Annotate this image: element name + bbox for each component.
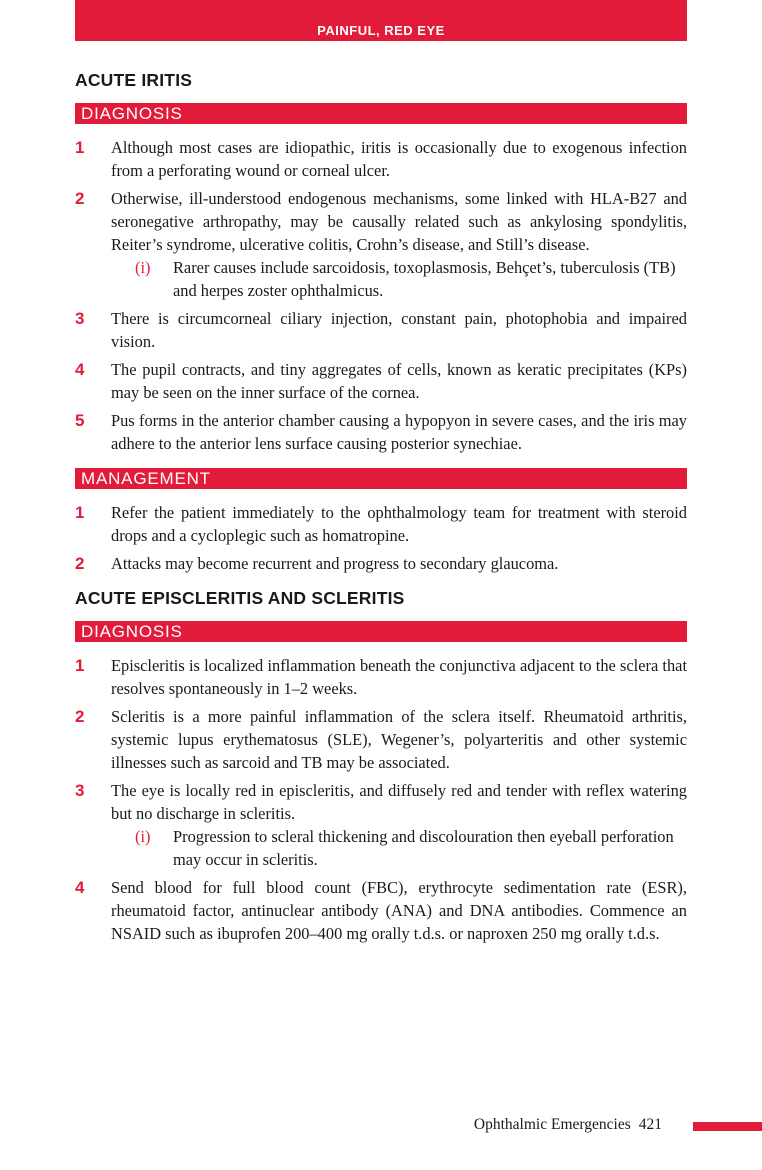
sub-item-number: (i) [135, 827, 151, 846]
list-item [75, 705, 687, 774]
item-text: The pupil contracts, and tiny aggregates of cells, known as keratic precipitates (KPs) may be seen on the inner surface of the cornea. [111, 360, 687, 402]
item-text: Pus forms in the anterior chamber causing a hypopyon in severe cases, and the iris may adhere to the anterior lens surface causing posterior synechiae. [111, 411, 687, 453]
item-text: Attacks may become recurrent and progress to secondary glaucoma. [111, 554, 559, 573]
sub-item [111, 256, 687, 302]
episcleritis-diagnosis-list [75, 654, 687, 945]
item-text: Episcleritis is localized inflammation beneath the conjunctiva adjacent to the sclera that resolves spontaneously in 1–2 weeks. [111, 656, 687, 698]
item-text: Refer the patient immediately to the ophthalmology team for treatment with steroid drops and a cycloplegic such as homatropine. [111, 503, 687, 545]
sub-item-text: Rarer causes include sarcoidosis, toxoplasmosis, Behçet’s, tuberculosis (TB) and herpes zoster ophthalmicus. [173, 258, 676, 300]
iritis-diagnosis-list [75, 136, 687, 455]
item-number: 1 [75, 138, 85, 157]
item-number: 2 [75, 189, 85, 208]
subsection-bar-iritis-diagnosis: DIAGNOSIS [75, 103, 687, 124]
footer-accent-bar [693, 1122, 762, 1131]
item-text: Although most cases are idiopathic, iritis is occasionally due to exogenous infection from a perforating wound or corneal ulcer. [111, 138, 687, 180]
list-item [75, 307, 687, 353]
page-number: 421 [638, 1116, 662, 1133]
footer-text [474, 1116, 662, 1134]
item-text: Scleritis is a more painful inflammation of the sclera itself. Rheumatoid arthritis, systemic lupus erythematosus (SLE), Wegener’s, polyarteritis and other systemic illnesses such as sarcoid and TB may be associated. [111, 707, 687, 772]
list-item [75, 358, 687, 404]
running-header-banner [75, 0, 687, 41]
item-number: 5 [75, 411, 85, 430]
item-number: 3 [75, 309, 85, 328]
page-footer [0, 1116, 762, 1138]
sub-item-text: Progression to scleral thickening and discolouration then eyeball perforation may occur in scleritis. [173, 827, 674, 869]
list-item [75, 409, 687, 455]
list-item [75, 552, 687, 575]
sub-item [111, 825, 687, 871]
item-text: Send blood for full blood count (FBC), erythrocyte sedimentation rate (ESR), rheumatoid factor, antinuclear antibody (ANA) and DNA antibodies. Commence an NSAID such as ibuprofen 200–400 mg orally t.d.s. or naproxen 250 mg orally t.d.s. [111, 878, 687, 943]
item-number: 1 [75, 656, 85, 675]
section-title-acute-iritis: ACUTE IRITIS [75, 70, 193, 90]
footer-chapter-title: Ophthalmic Emergencies [473, 1116, 631, 1133]
item-number: 3 [75, 781, 85, 800]
item-number: 2 [75, 707, 85, 726]
subsection-bar-iritis-management: MANAGEMENT [75, 468, 687, 489]
running-header-title: PAINFUL, RED EYE [317, 23, 445, 38]
iritis-management-list [75, 501, 687, 575]
item-text: Otherwise, ill-understood endogenous mechanisms, some linked with HLA-B27 and seronegative arthropathy, may be causally related such as ankylosing spondylitis, Reiter’s syndrome, ulcerative colitis, Crohn’s disease, and Still’s disease. [111, 189, 687, 254]
page-content [75, 70, 687, 950]
list-item [75, 136, 687, 182]
sub-item-number: (i) [135, 258, 151, 277]
item-text: There is circumcorneal ciliary injection, constant pain, photophobia and impaired vision. [111, 309, 687, 351]
item-number: 1 [75, 503, 85, 522]
item-text: The eye is locally red in episcleritis, and diffusely red and tender with reflex watering but no discharge in scleritis. [111, 781, 687, 823]
item-number: 4 [75, 878, 85, 897]
list-item [75, 187, 687, 302]
list-item [75, 876, 687, 945]
list-item [75, 501, 687, 547]
list-item [75, 654, 687, 700]
section-title-episcleritis-scleritis: ACUTE EPISCLERITIS AND SCLERITIS [75, 588, 405, 608]
list-item [75, 779, 687, 871]
item-number: 2 [75, 554, 85, 573]
subsection-bar-episcleritis-diagnosis: DIAGNOSIS [75, 621, 687, 642]
item-number: 4 [75, 360, 85, 379]
